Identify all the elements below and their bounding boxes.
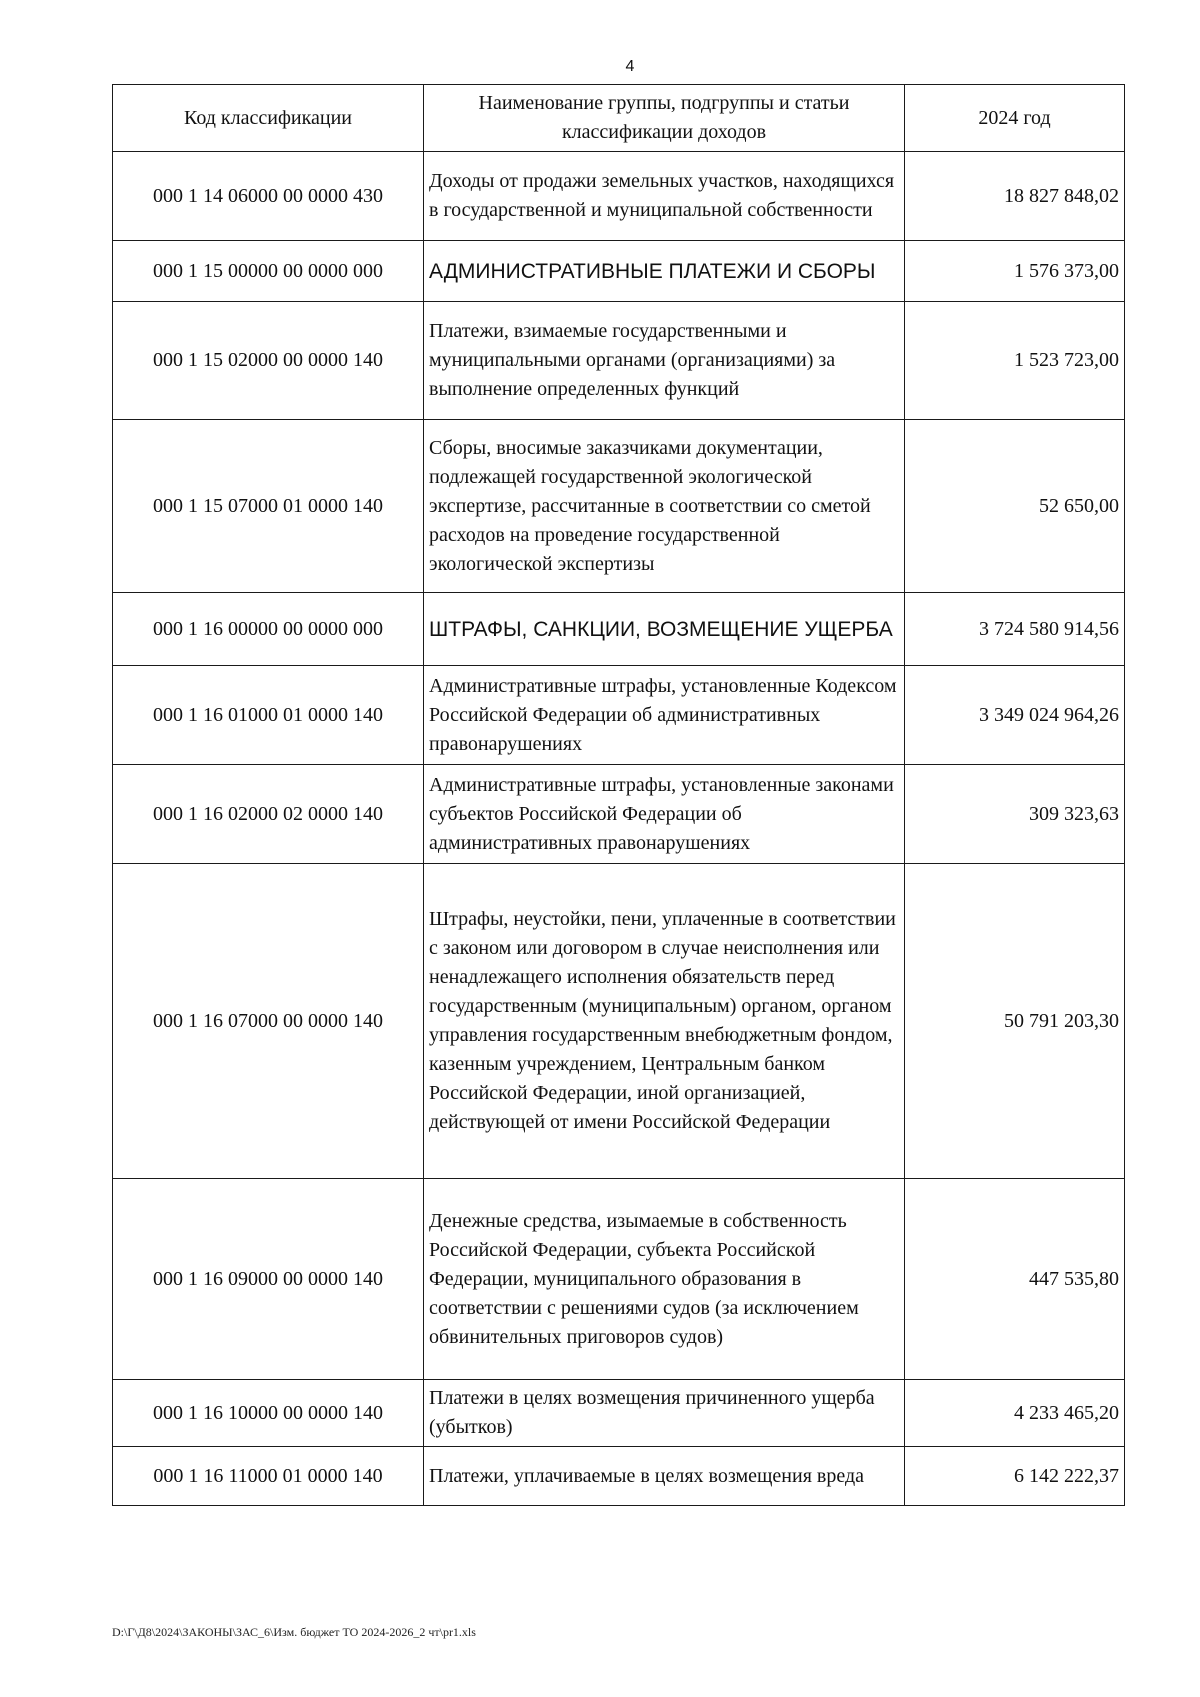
table-row (113, 302, 1125, 420)
table-row (113, 765, 1125, 864)
revenue-classification-table (112, 84, 1125, 1506)
row-value: 1 576 373,00 (905, 241, 1125, 302)
table-row (113, 1447, 1125, 1506)
row-code: 000 1 14 06000 00 0000 430 (113, 152, 424, 241)
table-row (113, 864, 1125, 1179)
row-code: 000 1 16 09000 00 0000 140 (113, 1179, 424, 1380)
row-code: 000 1 16 10000 00 0000 140 (113, 1380, 424, 1447)
table-row (113, 1179, 1125, 1380)
row-name: Денежные средства, изымаемые в собственность Российской Федерации, субъекта Российской Федерации, муниципального образования в соответствии с решениями судов (за исключением обвинительных приговоров судов) (424, 1179, 905, 1380)
row-name: Платежи в целях возмещения причиненного ущерба (убытков) (424, 1380, 905, 1447)
row-value: 4 233 465,20 (905, 1380, 1125, 1447)
row-name: Штрафы, неустойки, пени, уплаченные в соответствии с законом или договором в случае неисполнения или ненадлежащего исполнения обязательств перед государственным (муниципальным) органом, органом управления государственным внебюджетным фондом, казенным учреждением, Центральным банком Российской Федерации, иной организацией, действующей от имени Российской Федерации (424, 864, 905, 1179)
row-value: 50 791 203,30 (905, 864, 1125, 1179)
table-row (113, 593, 1125, 666)
row-value: 6 142 222,37 (905, 1447, 1125, 1506)
row-value: 52 650,00 (905, 420, 1125, 593)
table-row (113, 420, 1125, 593)
row-code: 000 1 16 02000 02 0000 140 (113, 765, 424, 864)
table-row (113, 1380, 1125, 1447)
row-value: 3 724 580 914,56 (905, 593, 1125, 666)
row-value: 18 827 848,02 (905, 152, 1125, 241)
row-name: Платежи, уплачиваемые в целях возмещения вреда (424, 1447, 905, 1506)
row-name: Административные штрафы, установленные законами субъектов Российской Федерации об административных правонарушениях (424, 765, 905, 864)
page-number: 4 (625, 58, 635, 75)
row-code: 000 1 15 00000 00 0000 000 (113, 241, 424, 302)
row-name: ШТРАФЫ, САНКЦИИ, ВОЗМЕЩЕНИЕ УЩЕРБА (424, 593, 905, 666)
table-row (113, 666, 1125, 765)
header-value: 2024 год (905, 85, 1125, 152)
row-code: 000 1 16 07000 00 0000 140 (113, 864, 424, 1179)
row-code: 000 1 15 07000 01 0000 140 (113, 420, 424, 593)
row-code: 000 1 15 02000 00 0000 140 (113, 302, 424, 420)
header-code: Код классификации (113, 85, 424, 152)
row-value: 309 323,63 (905, 765, 1125, 864)
file-path-footer: D:\Г\Д8\2024\ЗАКОНЫ\ЗАС_6\Изм. бюджет ТО 2024-2026_2 чт\pr1.xls (112, 1625, 476, 1639)
row-name: Платежи, взимаемые государственными и муниципальными органами (организациями) за выполнение определенных функций (424, 302, 905, 420)
row-code: 000 1 16 01000 01 0000 140 (113, 666, 424, 765)
row-value: 447 535,80 (905, 1179, 1125, 1380)
table-row (113, 241, 1125, 302)
row-name: Сборы, вносимые заказчиками документации, подлежащей государственной экологической экспертизе, рассчитанные в соответствии со сметой расходов на проведение государственной экологической экспертизы (424, 420, 905, 593)
row-code: 000 1 16 00000 00 0000 000 (113, 593, 424, 666)
row-name: АДМИНИСТРАТИВНЫЕ ПЛАТЕЖИ И СБОРЫ (424, 241, 905, 302)
row-code: 000 1 16 11000 01 0000 140 (113, 1447, 424, 1506)
row-name: Административные штрафы, установленные Кодексом Российской Федерации об административных правонарушениях (424, 666, 905, 765)
row-value: 3 349 024 964,26 (905, 666, 1125, 765)
table-header-row (113, 85, 1125, 152)
row-value: 1 523 723,00 (905, 302, 1125, 420)
row-name: Доходы от продажи земельных участков, находящихся в государственной и муниципальной собственности (424, 152, 905, 241)
table-row (113, 152, 1125, 241)
header-name: Наименование группы, подгруппы и статьи классификации доходов (424, 85, 905, 152)
